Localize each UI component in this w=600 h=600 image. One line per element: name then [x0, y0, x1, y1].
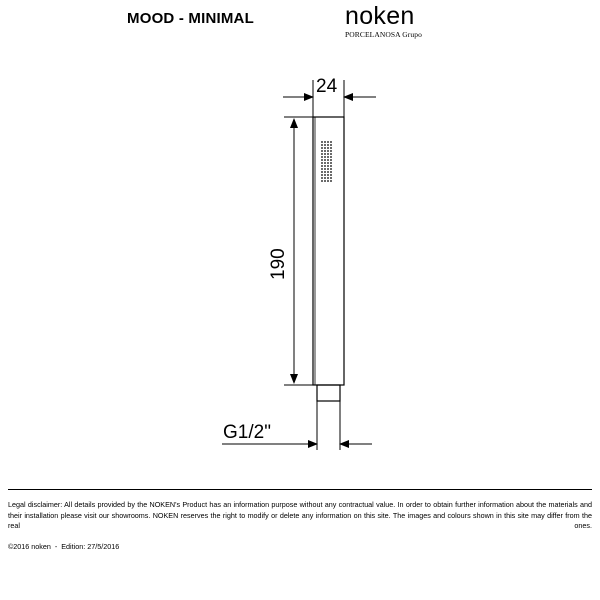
nozzle-dot: [327, 177, 329, 179]
nozzle-dot: [324, 174, 326, 176]
brand-logo: noken: [345, 2, 415, 30]
nozzle-dot: [330, 150, 332, 152]
nozzle-dot: [321, 147, 323, 149]
nozzle-dot: [327, 141, 329, 143]
nozzle-dot: [327, 165, 329, 167]
nozzle-dot: [321, 156, 323, 158]
nozzle-dot: [330, 168, 332, 170]
nozzle-dot: [324, 180, 326, 182]
nozzle-dot: [324, 150, 326, 152]
nozzle-dot: [327, 171, 329, 173]
legal-disclaimer: Legal disclaimer: All details provided by the NOKEN's Product has an information purpose without any contractual value. In order to obtain further information about the materials and their installation please visit our showrooms. NOKEN reserves the right to modify or delete any information on this site. The images and colours shown in this site may differ from the real ones.: [8, 500, 592, 531]
nozzle-dot: [327, 150, 329, 152]
nozzle-dot: [321, 159, 323, 161]
nozzle-dot: [327, 156, 329, 158]
brand-subtitle: PORCELANOSA Grupo: [345, 30, 422, 39]
nozzle-dot: [324, 165, 326, 167]
nozzle-dot: [324, 168, 326, 170]
nozzle-dot: [324, 153, 326, 155]
nozzle-dot: [330, 171, 332, 173]
footer-divider: [8, 489, 592, 490]
nozzle-dot: [330, 147, 332, 149]
nozzle-dot: [330, 156, 332, 158]
product-title: MOOD - MINIMAL: [127, 10, 254, 27]
nozzle-dot: [330, 159, 332, 161]
nozzle-dot: [321, 177, 323, 179]
nozzle-dot: [327, 162, 329, 164]
height-label: 190: [268, 248, 289, 280]
nozzle-dot: [330, 153, 332, 155]
nozzle-dot: [330, 144, 332, 146]
nozzle-dot: [330, 177, 332, 179]
nozzle-dot: [327, 174, 329, 176]
nozzle-dot: [327, 147, 329, 149]
width-label: 24: [316, 76, 338, 97]
nozzle-dot: [327, 180, 329, 182]
nozzle-dot: [321, 171, 323, 173]
nozzle-dot: [330, 180, 332, 182]
nozzle-dot: [324, 156, 326, 158]
nozzle-dot: [330, 174, 332, 176]
nozzle-dot: [321, 141, 323, 143]
nozzle-dot: [324, 141, 326, 143]
nozzle-dot: [327, 159, 329, 161]
nozzle-dot: [327, 153, 329, 155]
copyright-edition: ©2016 noken - Edition: 27/5/2016: [8, 542, 120, 551]
nozzle-dot: [321, 153, 323, 155]
thread-label: G1/2": [223, 422, 271, 443]
nozzle-dot: [324, 144, 326, 146]
nozzle-dot: [324, 171, 326, 173]
nozzle-dot: [330, 165, 332, 167]
nozzle-dot: [321, 162, 323, 164]
nozzle-dot: [324, 147, 326, 149]
spray-nozzles: [321, 141, 332, 182]
nozzle-dot: [330, 141, 332, 143]
nozzle-dot: [324, 177, 326, 179]
nozzle-dot: [324, 159, 326, 161]
nozzle-dot: [324, 162, 326, 164]
nozzle-dot: [327, 144, 329, 146]
nozzle-dot: [321, 174, 323, 176]
nozzle-dot: [321, 180, 323, 182]
nozzle-dot: [321, 168, 323, 170]
nozzle-dot: [330, 162, 332, 164]
nozzle-dot: [321, 150, 323, 152]
nozzle-dot: [321, 144, 323, 146]
nozzle-dot: [321, 165, 323, 167]
nozzle-dot: [327, 168, 329, 170]
